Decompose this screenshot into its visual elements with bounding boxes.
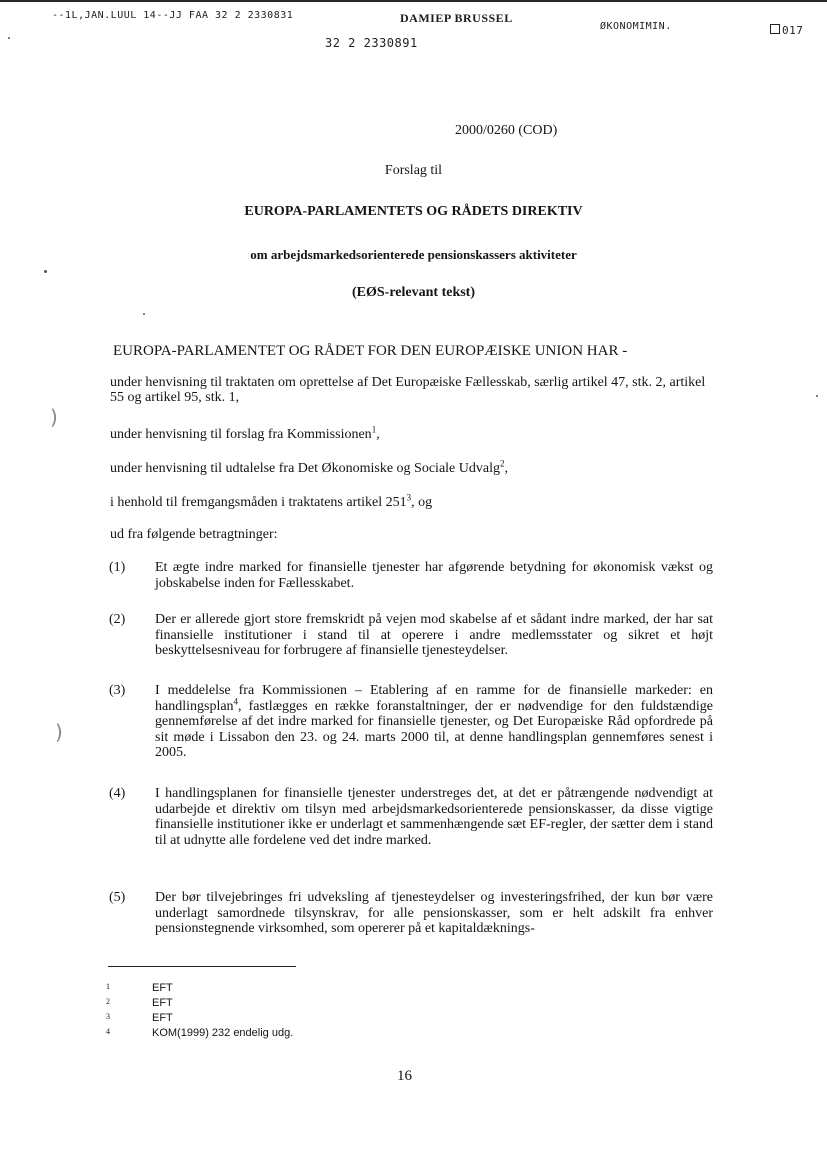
footnote-text: KOM(1999) 232 endelig udg. (152, 1027, 294, 1039)
scan-speck (816, 395, 818, 397)
recital-number: (1) (109, 560, 126, 575)
proposal-label: Forslag til (384, 163, 443, 178)
document-subtitle: om arbejdsmarkedsorienterede pensionskassers aktiviteter (250, 247, 577, 262)
scan-speck (143, 313, 145, 315)
citation-text: under henvisning til forslag fra Kommissionen (110, 427, 372, 442)
footnote-text: EFT (152, 997, 173, 1009)
fax-page-icon (770, 24, 780, 34)
citation-tail: , (376, 427, 380, 442)
recital-text: Der bør tilvejebringes fri udveksling af tjenesteydelser og investeringsfrihed, der kun bør være underlagt samordnede tilsynskrav, for alle pensionskasser, som er helt adskilt fra enhver pensionstegnende virksomhed, som opererer på et kapitaldæknings- (155, 890, 713, 936)
recital-text-part: , fastlægges en række foranstaltninger, der er nødvendige for den fuldstændige gennemførelse af det indre marked for finansielle tjenester, og Det Europæiske Råd opfordrede på sit møde i Lissabon den 23. og 24. marts 2000 til, at denne handlingsplan gennemføres senest i 2005. (155, 698, 713, 760)
footnote-ref: 4 (233, 695, 239, 706)
citation-tail: , (504, 461, 508, 476)
citation-treaty: under henvisning til traktaten om oprettelse af Det Europæiske Fællesskab, særlig artikel 47, stk. 2, artikel 55 og artikel 95, stk. 1, (110, 375, 706, 405)
citation-commission (110, 424, 715, 442)
fax-header-sender: DAMIEP BRUSSEL (400, 11, 513, 25)
recital-number: (5) (109, 890, 126, 905)
recital-number: (2) (109, 612, 126, 627)
fax-header-left: --1L,JAN.LUUL 14--JJ FAA 32 2 2330831 (52, 10, 294, 21)
recital-text-part: I meddelelse fra Kommissionen – Etablering af en ramme for de finansielle markeder: en handlingsplan (155, 683, 713, 714)
eea-note: (EØS-relevant tekst) (352, 285, 475, 300)
footnote-separator (108, 966, 296, 967)
fax-header-recipient: ØKONOMIMIN. (600, 21, 672, 32)
citation-esc (110, 458, 715, 476)
fax-top-line (0, 0, 827, 2)
recital-number: (4) (109, 786, 126, 801)
citation-procedure (110, 492, 715, 510)
preamble-heading: EUROPA-PARLAMENTET OG RÅDET FOR DEN EUROPÆISKE UNION HAR - (113, 343, 628, 359)
footnote-ref: 2 (499, 458, 505, 469)
citation-text: under henvisning til udtalelse fra Det Økonomiske og Sociale Udvalg (110, 461, 500, 476)
footnote-ref: 1 (371, 424, 377, 435)
recital-text: I handlingsplanen for finansielle tjenester understreges det, at det er påtrængende nødvendigt at udarbejde et direktiv om tilsyn med arbejdsmarkedsorienterede pensionskasser, da disse vigtige finansielle institutioner ikke er underlagt et sammenhængende sæt EF-regler, der sætter dem i stand til at udnytte alle fordelene ved det indre marked. (155, 786, 713, 848)
citation-tail: , og (411, 495, 433, 510)
fax-header-number: 32 2 2330891 (325, 36, 418, 50)
scan-speck (44, 270, 47, 273)
recital-number: (3) (109, 683, 126, 698)
recital-text (155, 683, 713, 761)
document-reference: 2000/0260 (COD) (455, 123, 558, 138)
citation-text: i henhold til fremgangsmåden i traktatens artikel 251 (110, 495, 407, 510)
footnote-text: EFT (152, 1012, 173, 1024)
recital-text: Der er allerede gjort store fremskridt på vejen mod skabelse af et sådant indre marked, der har sat finansielle institutioner i stand til at operere i andre medlemsstater og sikret et højt beskyttelsesniveau for forbrugere af finansielle tjenesteydelser. (155, 612, 713, 658)
scan-speck (8, 37, 10, 39)
margin-bracket-mark: ) (50, 405, 58, 429)
document-title: EUROPA-PARLAMENTETS OG RÅDETS DIREKTIV (244, 204, 583, 219)
footnote-mark: 3 (106, 1012, 110, 1021)
fax-page-mark (770, 24, 803, 37)
footnote-ref: 3 (406, 492, 412, 503)
recital-text: Et ægte indre marked for finansielle tjenester har afgørende betydning for økonomisk vækst og jobskabelse inden for Fællesskabet. (155, 560, 713, 591)
page-number: 16 (397, 1068, 412, 1084)
footnote-mark: 4 (106, 1027, 110, 1036)
footnote-mark: 1 (106, 982, 110, 991)
footnote-text: EFT (152, 982, 173, 994)
fax-page-number: 017 (782, 24, 804, 37)
footnote-mark: 2 (106, 997, 110, 1006)
margin-bracket-mark: ) (55, 720, 63, 744)
citation-recitals-intro: ud fra følgende betragtninger: (110, 527, 278, 542)
